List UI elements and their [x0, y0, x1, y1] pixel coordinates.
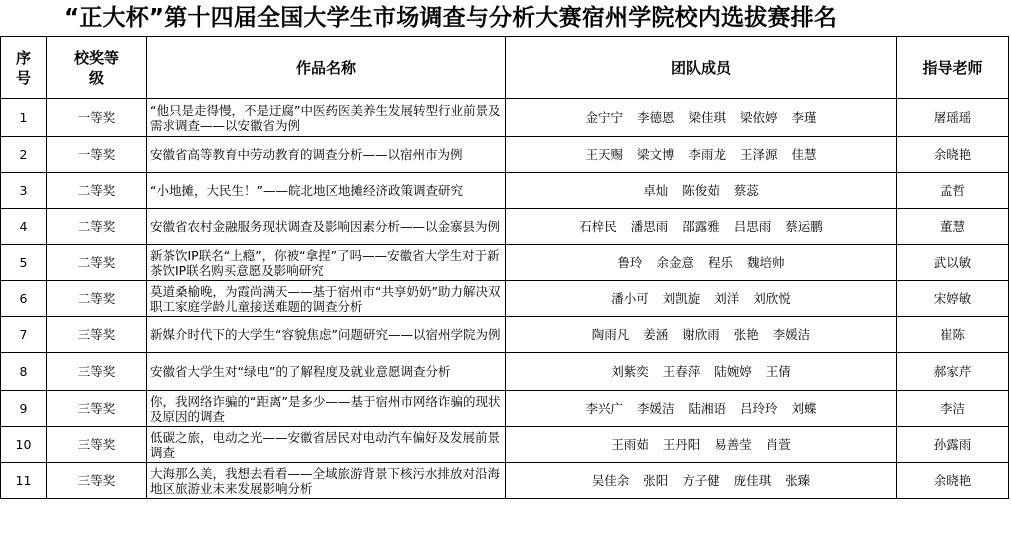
cell-work: 低碳之旅，电动之光——安徽省居民对电动汽车偏好及发展前景调查 [147, 427, 506, 463]
cell-advisor: 郝家芹 [897, 353, 1009, 391]
team-member: 金宁宁 [585, 110, 623, 125]
cell-team [506, 463, 897, 499]
cell-no: 4 [1, 209, 47, 245]
team-member: 王泽源 [740, 147, 778, 162]
cell-team [506, 281, 897, 317]
team-member: 魏培帅 [747, 255, 785, 270]
team-member: 张阳 [643, 473, 669, 488]
header-row [1, 37, 1009, 99]
team-member: 王天赐 [585, 147, 623, 162]
cell-no: 1 [1, 99, 47, 137]
cell-advisor: 宋婷敏 [897, 281, 1009, 317]
team-member: 吴佳余 [591, 473, 630, 488]
header-advisor: 指导老师 [897, 37, 1009, 99]
team-member: 刘紫奕 [611, 364, 649, 379]
team-member: 石梓民 [579, 219, 617, 234]
cell-no: 11 [1, 463, 47, 499]
team-member: 庞佳琪 [733, 473, 772, 488]
cell-advisor: 武以敏 [897, 245, 1009, 281]
cell-work: 你，我网络诈骗的“距离”是多少——基于宿州市网络诈骗的现状及原因的调查 [147, 391, 506, 427]
cell-team [506, 245, 897, 281]
team-member: 张臻 [785, 473, 811, 488]
header-work: 作品名称 [147, 37, 506, 99]
cell-award: 三等奖 [47, 317, 147, 353]
team-member: 李媛洁 [636, 401, 675, 416]
team-member: 陶雨凡 [591, 327, 630, 342]
team-member: 蔡蕊 [733, 183, 759, 198]
cell-team [506, 137, 897, 173]
team-member: 刘蝶 [791, 401, 817, 416]
table-row [1, 463, 1009, 499]
team-member: 蔡运鹏 [785, 219, 823, 234]
team-member: 易善莹 [714, 437, 752, 452]
team-member: 陆湘语 [688, 401, 726, 416]
team-member: 王丹阳 [662, 437, 701, 452]
team-member: 梁依婷 [740, 110, 778, 125]
team-member: 潘小可 [611, 291, 649, 306]
table-row [1, 99, 1009, 137]
team-member: 李媛洁 [772, 327, 811, 342]
cell-no: 2 [1, 137, 47, 173]
cell-work: 新茶饮IP联名“上瘾”，你被“拿捏”了吗——安徽省大学生对于新茶饮IP联名购买意愿及影响研究 [147, 245, 506, 281]
cell-team [506, 427, 897, 463]
team-member: 谢欣雨 [682, 327, 720, 342]
table-row [1, 317, 1009, 353]
cell-advisor: 孙露雨 [897, 427, 1009, 463]
team-member: 邵露雅 [682, 219, 720, 234]
team-member: 梁文博 [636, 147, 675, 162]
header-award: 校奖等级 [47, 37, 147, 99]
table-row [1, 281, 1009, 317]
team-member: 王雨茹 [611, 437, 649, 452]
cell-team [506, 391, 897, 427]
cell-advisor: 李洁 [897, 391, 1009, 427]
cell-work: 新媒介时代下的大学生“容貌焦虑”问题研究——以宿州学院为例 [147, 317, 506, 353]
cell-advisor: 董慧 [897, 209, 1009, 245]
table-row [1, 209, 1009, 245]
cell-work: “小地摊，大民生！”——皖北地区地摊经济政策调查研究 [147, 173, 506, 209]
team-member: 李德恩 [636, 110, 675, 125]
cell-no: 10 [1, 427, 47, 463]
cell-award: 三等奖 [47, 427, 147, 463]
cell-work: 莫道桑榆晚，为霞尚满天——基于宿州市“共享奶奶”助力解决双职工家庭学龄儿童接送难题的调查分析 [147, 281, 506, 317]
cell-award: 二等奖 [47, 281, 147, 317]
cell-award: 二等奖 [47, 173, 147, 209]
cell-work: 安徽省农村金融服务现状调查及影响因素分析——以金寨县为例 [147, 209, 506, 245]
cell-advisor: 崔陈 [897, 317, 1009, 353]
team-member: 卓灿 [643, 183, 669, 198]
team-member: 佳慧 [791, 147, 817, 162]
cell-work: 安徽省高等教育中劳动教育的调查分析——以宿州市为例 [147, 137, 506, 173]
team-member: 王春萍 [662, 364, 701, 379]
team-member: 陈俊茹 [682, 183, 720, 198]
cell-no: 6 [1, 281, 47, 317]
cell-work: “他只是走得慢，不是迂腐”中医药医美养生发展转型行业前景及需求调查——以安徽省为例 [147, 99, 506, 137]
cell-no: 8 [1, 353, 47, 391]
cell-award: 三等奖 [47, 463, 147, 499]
team-member: 余金意 [656, 255, 694, 270]
table-row [1, 137, 1009, 173]
cell-no: 7 [1, 317, 47, 353]
table-row [1, 391, 1009, 427]
team-member: 潘思雨 [630, 219, 669, 234]
team-member: 刘洋 [714, 291, 740, 306]
cell-advisor: 屠瑶瑶 [897, 99, 1009, 137]
team-member: 王倩 [765, 364, 791, 379]
cell-team [506, 99, 897, 137]
cell-award: 一等奖 [47, 99, 147, 137]
cell-team [506, 209, 897, 245]
cell-no: 5 [1, 245, 47, 281]
table-row [1, 245, 1009, 281]
cell-no: 3 [1, 173, 47, 209]
team-member: 吕玲玲 [740, 401, 778, 416]
team-member: 李瑾 [791, 110, 817, 125]
team-member: 吕思雨 [733, 219, 772, 234]
team-member: 梁佳琪 [688, 110, 726, 125]
cell-team [506, 353, 897, 391]
team-member: 张艳 [733, 327, 759, 342]
cell-advisor: 余晓艳 [897, 137, 1009, 173]
team-member: 李雨龙 [688, 147, 726, 162]
cell-award: 三等奖 [47, 391, 147, 427]
table-row [1, 173, 1009, 209]
team-member: 鲁玲 [617, 255, 643, 270]
team-member: 李兴广 [585, 401, 623, 416]
cell-work: 安徽省大学生对“绿电”的了解程度及就业意愿调查分析 [147, 353, 506, 391]
team-member: 陆婉婷 [714, 364, 752, 379]
header-no: 序号 [1, 37, 47, 99]
table-row [1, 353, 1009, 391]
team-member: 肖萱 [765, 437, 791, 452]
team-member: 程乐 [708, 255, 734, 270]
team-member: 姜涵 [643, 327, 669, 342]
cell-award: 二等奖 [47, 209, 147, 245]
ranking-table [0, 36, 1009, 499]
team-member: 刘欣悦 [753, 291, 791, 306]
table-row [1, 427, 1009, 463]
team-member: 方子健 [682, 473, 720, 488]
cell-advisor: 孟哲 [897, 173, 1009, 209]
header-team: 团队成员 [506, 37, 897, 99]
team-member: 刘凯旋 [662, 291, 701, 306]
cell-no: 9 [1, 391, 47, 427]
page-title: “正大杯”第十四届全国大学生市场调查与分析大赛宿州学院校内选拔赛排名 [64, 5, 838, 31]
cell-award: 一等奖 [47, 137, 147, 173]
cell-team [506, 173, 897, 209]
cell-award: 二等奖 [47, 245, 147, 281]
cell-advisor: 余晓艳 [897, 463, 1009, 499]
cell-work: 大海那么美，我想去看看——全域旅游背景下核污水排放对沿海地区旅游业未来发展影响分析 [147, 463, 506, 499]
cell-award: 三等奖 [47, 353, 147, 391]
cell-team [506, 317, 897, 353]
